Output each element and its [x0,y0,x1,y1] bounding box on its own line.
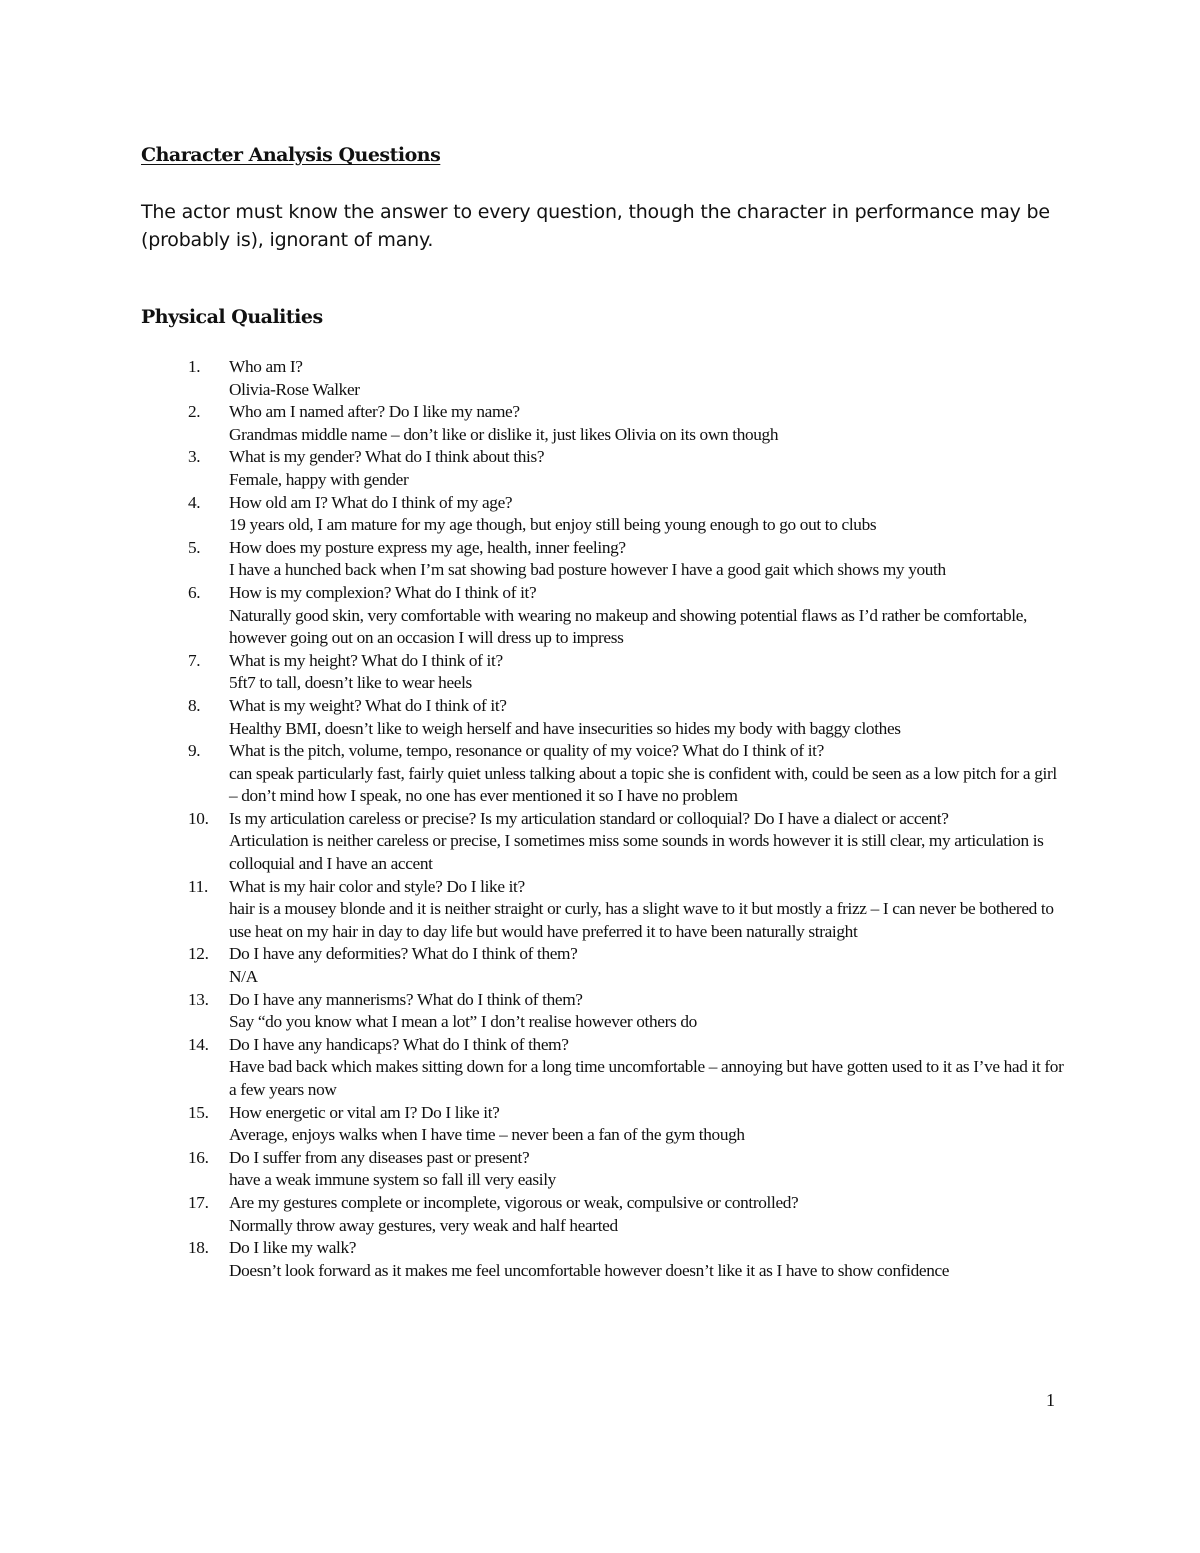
answer-text: have a weak immune system so fall ill very easily [229,1170,556,1190]
question-item [188,1034,1068,1102]
question-text: How does my posture express my age, health, inner feeling? [229,537,626,557]
question-number: 7. [188,650,201,670]
question-text: Do I like my walk? [229,1238,357,1258]
question-number: 14. [188,1034,209,1054]
question-number: 2. [188,402,201,422]
question-list [188,356,1068,1282]
answer-text: Articulation is neither careless or precise, I sometimes miss some sounds in words however it is still clear, my articulation is colloquial and I have an accent [229,831,1044,874]
answer-text: Olivia-Rose Walker [229,379,360,399]
question-item [188,446,1068,491]
answer-text: 19 years old, I am mature for my age though, but enjoy still being young enough to go out to clubs [229,515,877,535]
answer-text: Have bad back which makes sitting down for a long time uncomfortable – annoying but have gotten used to it as I’ve had it for a few years now [229,1057,1064,1099]
answer-text: hair is a mousey blonde and it is neither straight or curly, has a slight wave to it but mostly a frizz – I can never be bothered to use heat on my hair in day to day life but would have preferred it to have been naturally straight [229,899,1054,941]
section-heading: Physical Qualities [141,306,323,328]
question-number: 17. [188,1192,209,1212]
question-text: What is my gender? What do I think about this? [229,447,545,467]
question-item [188,808,1068,876]
question-item [188,1237,1068,1282]
intro-paragraph: The actor must know the answer to every question, though the character in performance may be (probably is), ignorant of many. [141,201,1050,251]
question-item [188,492,1068,537]
question-text: What is my height? What do I think of it? [229,650,503,670]
question-item [188,1192,1068,1237]
question-item [188,401,1068,446]
question-item [188,740,1068,808]
question-item [188,876,1068,944]
answer-text: N/A [229,967,258,987]
question-text: What is my hair color and style? Do I like it? [229,876,525,896]
question-text: How old am I? What do I think of my age? [229,492,513,512]
question-item [188,1147,1068,1192]
question-text: What is the pitch, volume, tempo, resonance or quality of my voice? What do I think of it? [229,741,824,761]
answer-text: Average, enjoys walks when I have time – never been a fan of the gym though [229,1125,745,1145]
question-item [188,695,1068,740]
question-text: Who am I named after? Do I like my name? [229,402,520,422]
question-text: Do I have any handicaps? What do I think of them? [229,1034,569,1054]
question-number: 6. [188,582,201,602]
question-number: 11. [188,876,208,896]
question-item [188,650,1068,695]
question-number: 13. [188,989,209,1009]
answer-text: Normally throw away gestures, very weak and half hearted [229,1215,618,1235]
question-item [188,537,1068,582]
question-item [188,1102,1068,1147]
answer-text: Female, happy with gender [229,469,409,489]
question-number: 9. [188,741,201,761]
document-title: Character Analysis Questions [141,144,441,166]
question-number: 12. [188,944,209,964]
question-number: 16. [188,1147,209,1167]
answer-text: Say “do you know what I mean a lot” I don’t realise however others do [229,1012,697,1032]
question-number: 1. [188,357,201,376]
answer-text: Grandmas middle name – don’t like or dislike it, just likes Olivia on its own though [229,424,779,444]
answer-text: 5ft7 to tall, doesn’t like to wear heels [229,673,472,693]
question-number: 10. [188,808,209,828]
question-item [188,943,1068,988]
answer-text: Healthy BMI, doesn’t like to weigh herself and have insecurities so hides my body with baggy clothes [229,718,901,738]
answer-text: Naturally good skin, very comfortable with wearing no makeup and showing potential flaws as I’d rather be comfortable, however going out on an occasion I will dress up to impress [229,605,1028,648]
question-number: 4. [188,492,201,512]
question-item [188,356,1068,401]
question-text: Who am I? [229,357,303,376]
answer-text: Doesn’t look forward as it makes me feel uncomfortable however doesn’t like it as I have to show confidence [229,1260,950,1280]
question-text: How is my complexion? What do I think of it? [229,582,537,602]
question-text: Do I suffer from any diseases past or present? [229,1147,530,1167]
question-item [188,582,1068,650]
question-number: 15. [188,1102,209,1122]
question-number: 18. [188,1238,209,1258]
question-number: 3. [188,447,201,467]
question-item [188,989,1068,1034]
question-text: How energetic or vital am I? Do I like it? [229,1102,500,1122]
question-text: Do I have any mannerisms? What do I think of them? [229,989,583,1009]
question-text: What is my weight? What do I think of it? [229,695,507,715]
question-number: 8. [188,695,201,715]
answer-text: I have a hunched back when I’m sat showing bad posture however I have a good gait which shows my youth [229,560,946,580]
question-text: Are my gestures complete or incomplete, vigorous or weak, compulsive or controlled? [229,1192,799,1212]
question-number: 5. [188,537,201,557]
answer-text: can speak particularly fast, fairly quiet unless talking about a topic she is confident with, could be seen as a low pitch for a girl – don’t mind how I speak, no one has ever mentioned it so I have no problem [229,763,1057,806]
page-number: 1 [1046,1390,1055,1410]
question-text: Do I have any deformities? What do I think of them? [229,944,578,964]
question-text: Is my articulation careless or precise? Is my articulation standard or colloquial? Do I have a dialect or accent? [229,808,949,828]
